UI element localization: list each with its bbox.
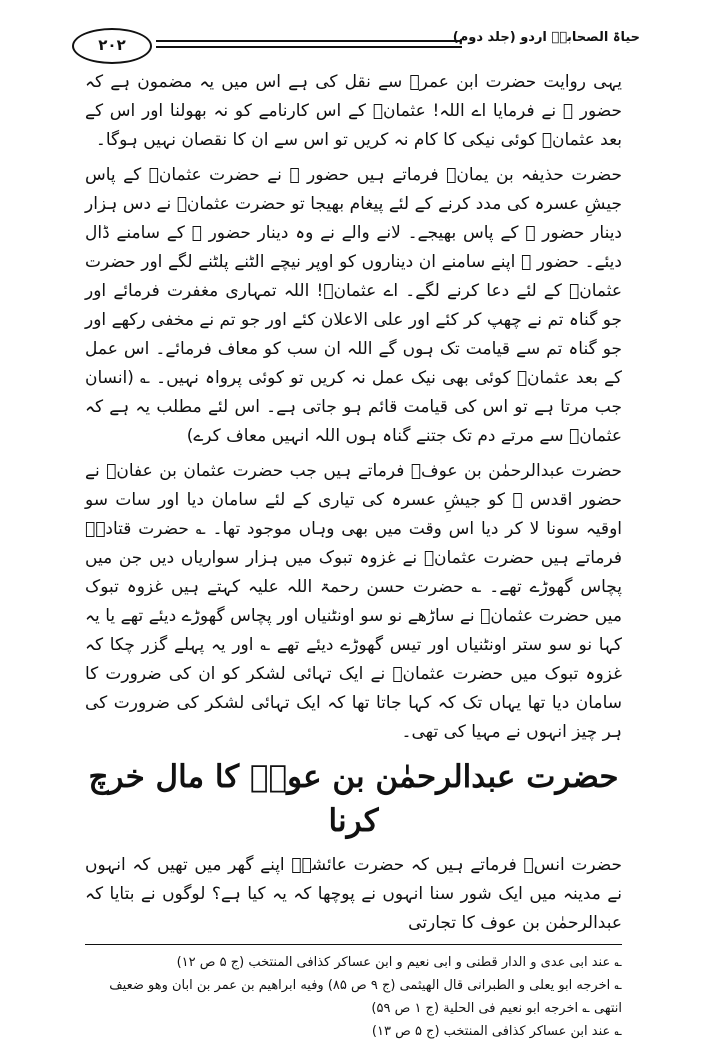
page-body bbox=[85, 68, 622, 1043]
paragraph-ibn-umar: یہی روایت حضرت ابن عمرؓ سے نقل کی ہے اس میں یہ مضمون ہے کہ حضور ﷺ نے فرمایا اے اللہ! عثمانؓ کے اس کارنامے کو نہ بھولنا اور اس کے بعد عثمانؓ کوئی نیکی کا کام نہ کریں تو اس سے ان کا نقصان نہیں ہوگا۔ bbox=[85, 72, 622, 150]
paragraph-hudhayfa: حضرت حذیفہ بن یمانؓ فرماتے ہیں حضور ﷺ نے حضرت عثمانؓ کے پاس جیشِ عسرہ کی مدد کرنے کے لئے پیغام بھیجا تو حضرت عثمانؓ نے دس ہزار دینار حضور ﷺ کے پاس بھیجے۔ لانے والے نے وہ دینار حضور ﷺ کے سامنے ڈال دیئے۔ حضور ﷺ اپنے سامنے ان دیناروں کو اوپر نیچے الٹنے پلٹنے لگے اور حضرت عثمانؓ کے لئے دعا کرنے لگے۔ اے عثمانؓ! اللہ تمہاری مغفرت فرمائے اور جو گناہ تم نے چھپ کر کئے اور علی الاعلان کئے اور جو تم نے مخفی رکھے اور جو گناہ تم سے قیامت تک ہوں گے اللہ ان سب کو معاف فرمائے۔ اس عمل کے بعد عثمانؓ کوئی بھی نیک عمل نہ کریں تو کوئی پرواہ نہیں۔ ؎ (انسان جب مرتا ہے تو اس کی قیامت قائم ہو جاتی ہے۔ اس لئے مطلب یہ ہے کہ عثمانؓ سے مرتے دم تک جتنے گناہ ہوں اللہ انہیں معاف کرے) bbox=[85, 165, 622, 446]
footnote-1: ؎ عند ابی عدی و الدار قطنی و ابی نعیم و ابن عساکر کذافی المنتخب (ج ۵ ص ۱۲) bbox=[176, 955, 622, 970]
footnote-3: ؎ عند ابن عساکر کذافی المنتخب (ج ۵ ص ۱۳) bbox=[371, 1024, 622, 1039]
footnote-2: ؎ اخرجه ابو یعلی و الطبرانی قال الهیثمی (ج ۹ ص ۸۵) وفیه ابراهیم بن عمر بن ابان وهو ضعیف انتهی ؎ اخرجه ابو نعیم فی الحلیة (ج ۱ ص ۵۹) bbox=[109, 978, 622, 1016]
header-rule bbox=[156, 40, 462, 48]
paragraph-abdur-rahman: حضرت عبدالرحمٰن بن عوفؓ فرماتے ہیں جب حضرت عثمان بن عفانؓ نے حضور اقدس ﷺ کو جیشِ عسرہ کی تیاری کے لئے سامان دیا اور سات سو اوقیہ سونا لا کر دیا اس وقت میں بھی وہاں موجود تھا۔ ؎ حضرت قتادہؓ فرماتے ہیں حضرت عثمانؓ نے غزوہ تبوک میں ہزار سواریاں دیں جن میں پچاس گھوڑے تھے۔ ؎ حضرت حسن رحمۃ اللہ علیہ کہتے ہیں غزوہ تبوک میں حضرت عثمانؓ نے ساڑھے نو سو اونٹنیاں اور پچاس گھوڑے دیئے تھے یا یہ کہا نو سو ستر اونٹنیاں اور تیس گھوڑے دیئے تھے ؎ اور یہ پہلے گزر چکا کہ غزوہ تبوک میں حضرت عثمانؓ نے ایک تہائی لشکر کو ان کی ضرورت کا سامان دیا تھا یہاں تک کہ کہا جاتا تھا کہ ایک تہائی لشکر کی ضرورت کی ہر چیز انہوں نے مہیا کی تھی۔ bbox=[85, 461, 622, 742]
page-number: ۲۰۲ bbox=[72, 28, 152, 64]
section-heading: حضرت عبدالرحمٰن بن عوفؓ کا مال خرچ کرنا bbox=[88, 759, 619, 839]
paragraph-anas: حضرت انسؓ فرماتے ہیں کہ حضرت عائشہؓ اپنے گھر میں تھیں کہ انہوں نے مدینہ میں ایک شور سنا انہوں نے پوچھا کہ یہ کیا ہے؟ لوگوں نے بتایا کہ عبدالرحمٰن بن عوف کا تجارتی bbox=[85, 855, 622, 933]
footnote-rule bbox=[85, 944, 622, 945]
page-header bbox=[80, 28, 640, 62]
running-title: حیاۃ الصحابہؓ اردو (جلد دوم) bbox=[452, 30, 640, 45]
